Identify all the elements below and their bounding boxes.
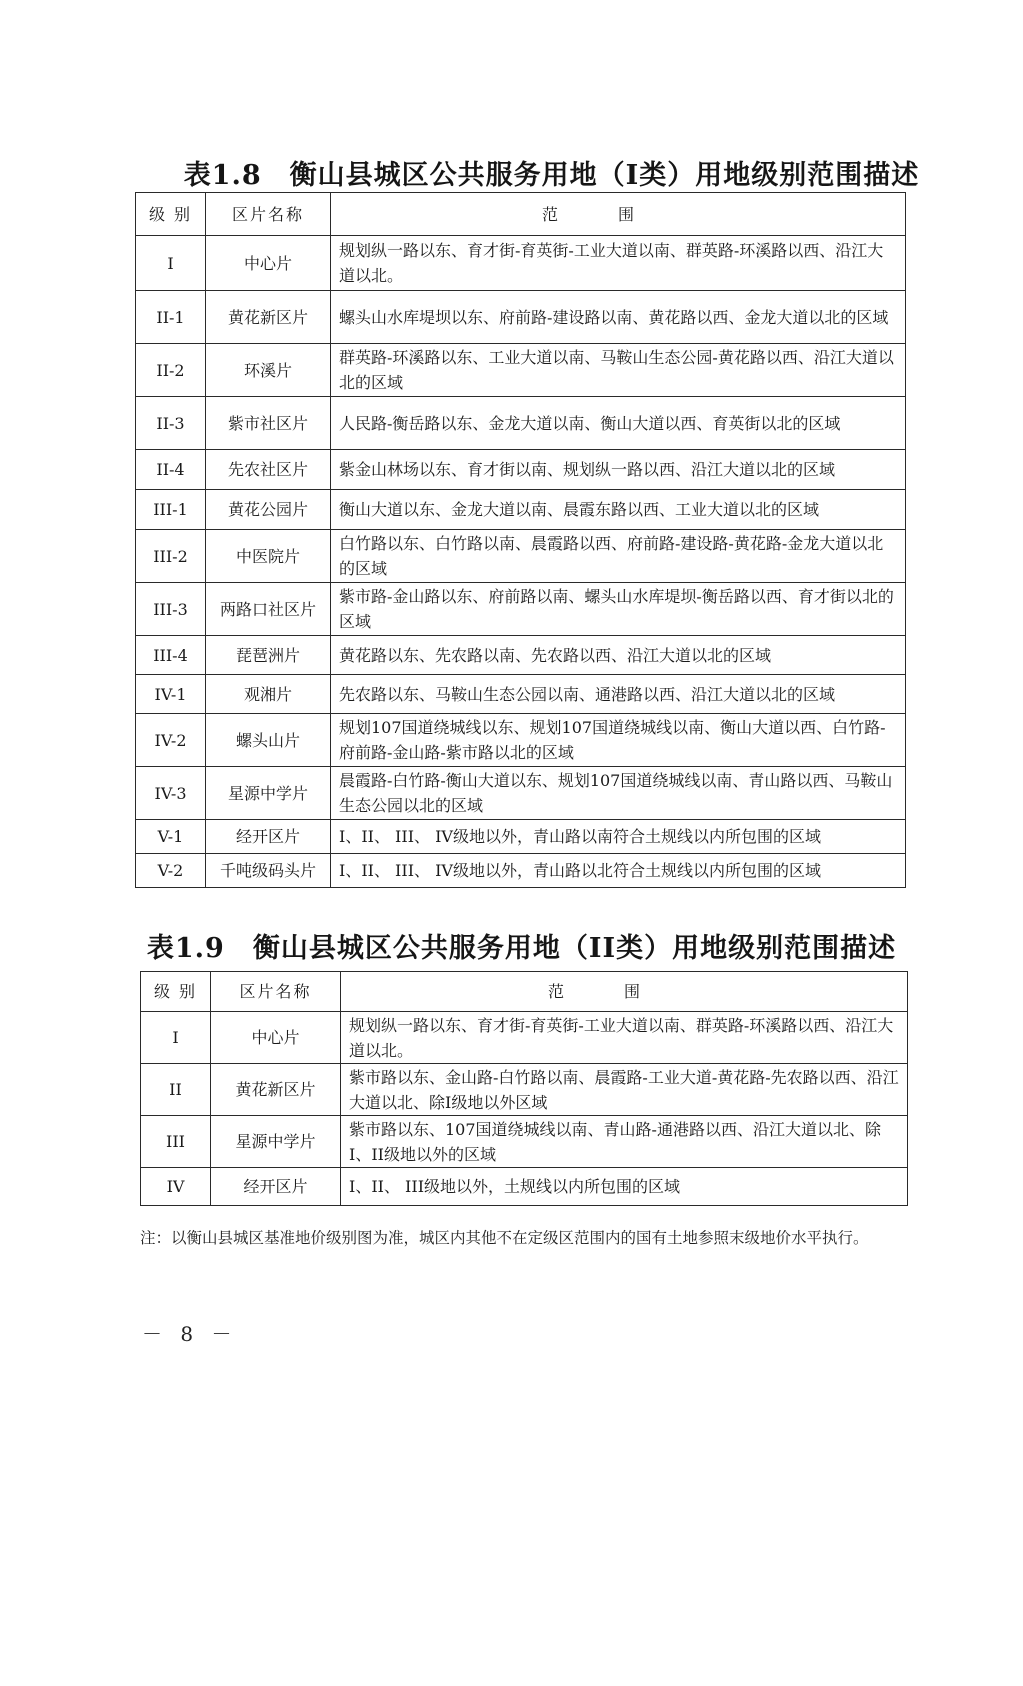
level-cell: II-1 [136, 291, 206, 344]
level-cell: II-3 [136, 397, 206, 450]
table-row [136, 854, 906, 888]
table-header-row [136, 193, 906, 236]
table-row [136, 397, 906, 450]
area-name-cell: 先农社区片 [206, 450, 331, 490]
area-name-cell: 千吨级码头片 [206, 854, 331, 888]
table-row [141, 1012, 908, 1064]
range-cell: 规划107国道绕城线以东、规划107国道绕城线以南、衡山大道以西、白竹路-府前路-金山路-紫市路以北的区域 [331, 714, 906, 767]
range-cell: 先农路以东、马鞍山生态公园以南、通港路以西、沿江大道以北的区域 [331, 675, 906, 714]
level-cell: V-2 [136, 854, 206, 888]
level-cell: III-1 [136, 490, 206, 530]
level-cell: IV [141, 1168, 211, 1206]
land-level-table-2 [140, 971, 908, 1206]
table-row [136, 820, 906, 854]
level-cell: V-1 [136, 820, 206, 854]
header-area-name: 区片名称 [206, 193, 331, 236]
area-name-cell: 中医院片 [206, 530, 331, 583]
table-row [136, 490, 906, 530]
area-name-cell: 紫市社区片 [206, 397, 331, 450]
level-cell: II [141, 1064, 211, 1116]
area-name-cell: 黄花公园片 [206, 490, 331, 530]
range-cell: 紫市路以东、107国道绕城线以南、青山路-通港路以西、沿江大道以北、除I、II级地以外的区域 [341, 1116, 908, 1168]
range-cell: I、II、 III、 IV级地以外，青山路以南符合土规线以内所包围的区域 [331, 820, 906, 854]
table-row [136, 450, 906, 490]
range-cell: I、II、 III、 IV级地以外，青山路以北符合土规线以内所包围的区域 [331, 854, 906, 888]
area-name-cell: 经开区片 [211, 1168, 341, 1206]
area-name-cell: 星源中学片 [211, 1116, 341, 1168]
page-number: － 8 － [142, 1322, 238, 1346]
table-row [136, 236, 906, 291]
level-cell: II-4 [136, 450, 206, 490]
level-cell: III-4 [136, 636, 206, 675]
level-cell: I [136, 236, 206, 291]
table-row [141, 1064, 908, 1116]
table-2-title: 表1.9 衡山县城区公共服务用地（II类）用地级别范围描述 [146, 933, 897, 964]
table-row [136, 530, 906, 583]
table-row [136, 344, 906, 397]
table-row [136, 714, 906, 767]
table-row [136, 636, 906, 675]
range-cell: 规划纵一路以东、育才街-育英街-工业大道以南、群英路-环溪路以西、沿江大道以北。 [341, 1012, 908, 1064]
table-header-row [141, 972, 908, 1012]
level-cell: III [141, 1116, 211, 1168]
range-cell: 白竹路以东、白竹路以南、晨霞路以西、府前路-建设路-黄花路-金龙大道以北的区域 [331, 530, 906, 583]
table-1-title: 表1.8 衡山县城区公共服务用地（Ⅰ类）用地级别范围描述 [183, 160, 920, 191]
level-cell: III-3 [136, 583, 206, 636]
area-name-cell: 中心片 [206, 236, 331, 291]
header-level: 级 别 [136, 193, 206, 236]
area-name-cell: 星源中学片 [206, 767, 331, 820]
header-range: 范围 [331, 193, 906, 236]
area-name-cell: 经开区片 [206, 820, 331, 854]
area-name-cell: 黄花新区片 [206, 291, 331, 344]
table-row [141, 1116, 908, 1168]
range-cell: 紫市路以东、金山路-白竹路以南、晨霞路-工业大道-黄花路-先农路以西、沿江大道以北、除I级地以外区域 [341, 1064, 908, 1116]
area-name-cell: 螺头山片 [206, 714, 331, 767]
range-cell: 衡山大道以东、金龙大道以南、晨霞东路以西、工业大道以北的区域 [331, 490, 906, 530]
range-cell: 紫金山林场以东、育才街以南、规划纵一路以西、沿江大道以北的区域 [331, 450, 906, 490]
footnote: 注：以衡山县城区基准地价级别图为准，城区内其他不在定级区范围内的国有土地参照末级地价水平执行。 [140, 1229, 869, 1247]
range-cell: 晨霞路-白竹路-衡山大道以东、规划107国道绕城线以南、青山路以西、马鞍山生态公园以北的区域 [331, 767, 906, 820]
range-cell: 群英路-环溪路以东、工业大道以南、马鞍山生态公园-黄花路以西、沿江大道以北的区域 [331, 344, 906, 397]
header-level: 级 别 [141, 972, 211, 1012]
level-cell: I [141, 1012, 211, 1064]
area-name-cell: 琵琶洲片 [206, 636, 331, 675]
table-row [136, 767, 906, 820]
area-name-cell: 中心片 [211, 1012, 341, 1064]
table-row [136, 583, 906, 636]
level-cell: IV-3 [136, 767, 206, 820]
level-cell: III-2 [136, 530, 206, 583]
range-cell: 规划纵一路以东、育才街-育英街-工业大道以南、群英路-环溪路以西、沿江大道以北。 [331, 236, 906, 291]
range-cell: 紫市路-金山路以东、府前路以南、螺头山水库堤坝-衡岳路以西、育才街以北的区域 [331, 583, 906, 636]
table-row [136, 675, 906, 714]
range-cell: I、II、 III级地以外，土规线以内所包围的区域 [341, 1168, 908, 1206]
level-cell: II-2 [136, 344, 206, 397]
range-cell: 螺头山水库堤坝以东、府前路-建设路以南、黄花路以西、金龙大道以北的区域 [331, 291, 906, 344]
table-row [141, 1168, 908, 1206]
range-cell: 人民路-衡岳路以东、金龙大道以南、衡山大道以西、育英街以北的区域 [331, 397, 906, 450]
area-name-cell: 黄花新区片 [211, 1064, 341, 1116]
area-name-cell: 观湘片 [206, 675, 331, 714]
level-cell: IV-1 [136, 675, 206, 714]
header-area-name: 区片名称 [211, 972, 341, 1012]
level-cell: IV-2 [136, 714, 206, 767]
area-name-cell: 环溪片 [206, 344, 331, 397]
area-name-cell: 两路口社区片 [206, 583, 331, 636]
table-row [136, 291, 906, 344]
land-level-table-1 [135, 192, 906, 888]
header-range: 范围 [341, 972, 908, 1012]
range-cell: 黄花路以东、先农路以南、先农路以西、沿江大道以北的区域 [331, 636, 906, 675]
